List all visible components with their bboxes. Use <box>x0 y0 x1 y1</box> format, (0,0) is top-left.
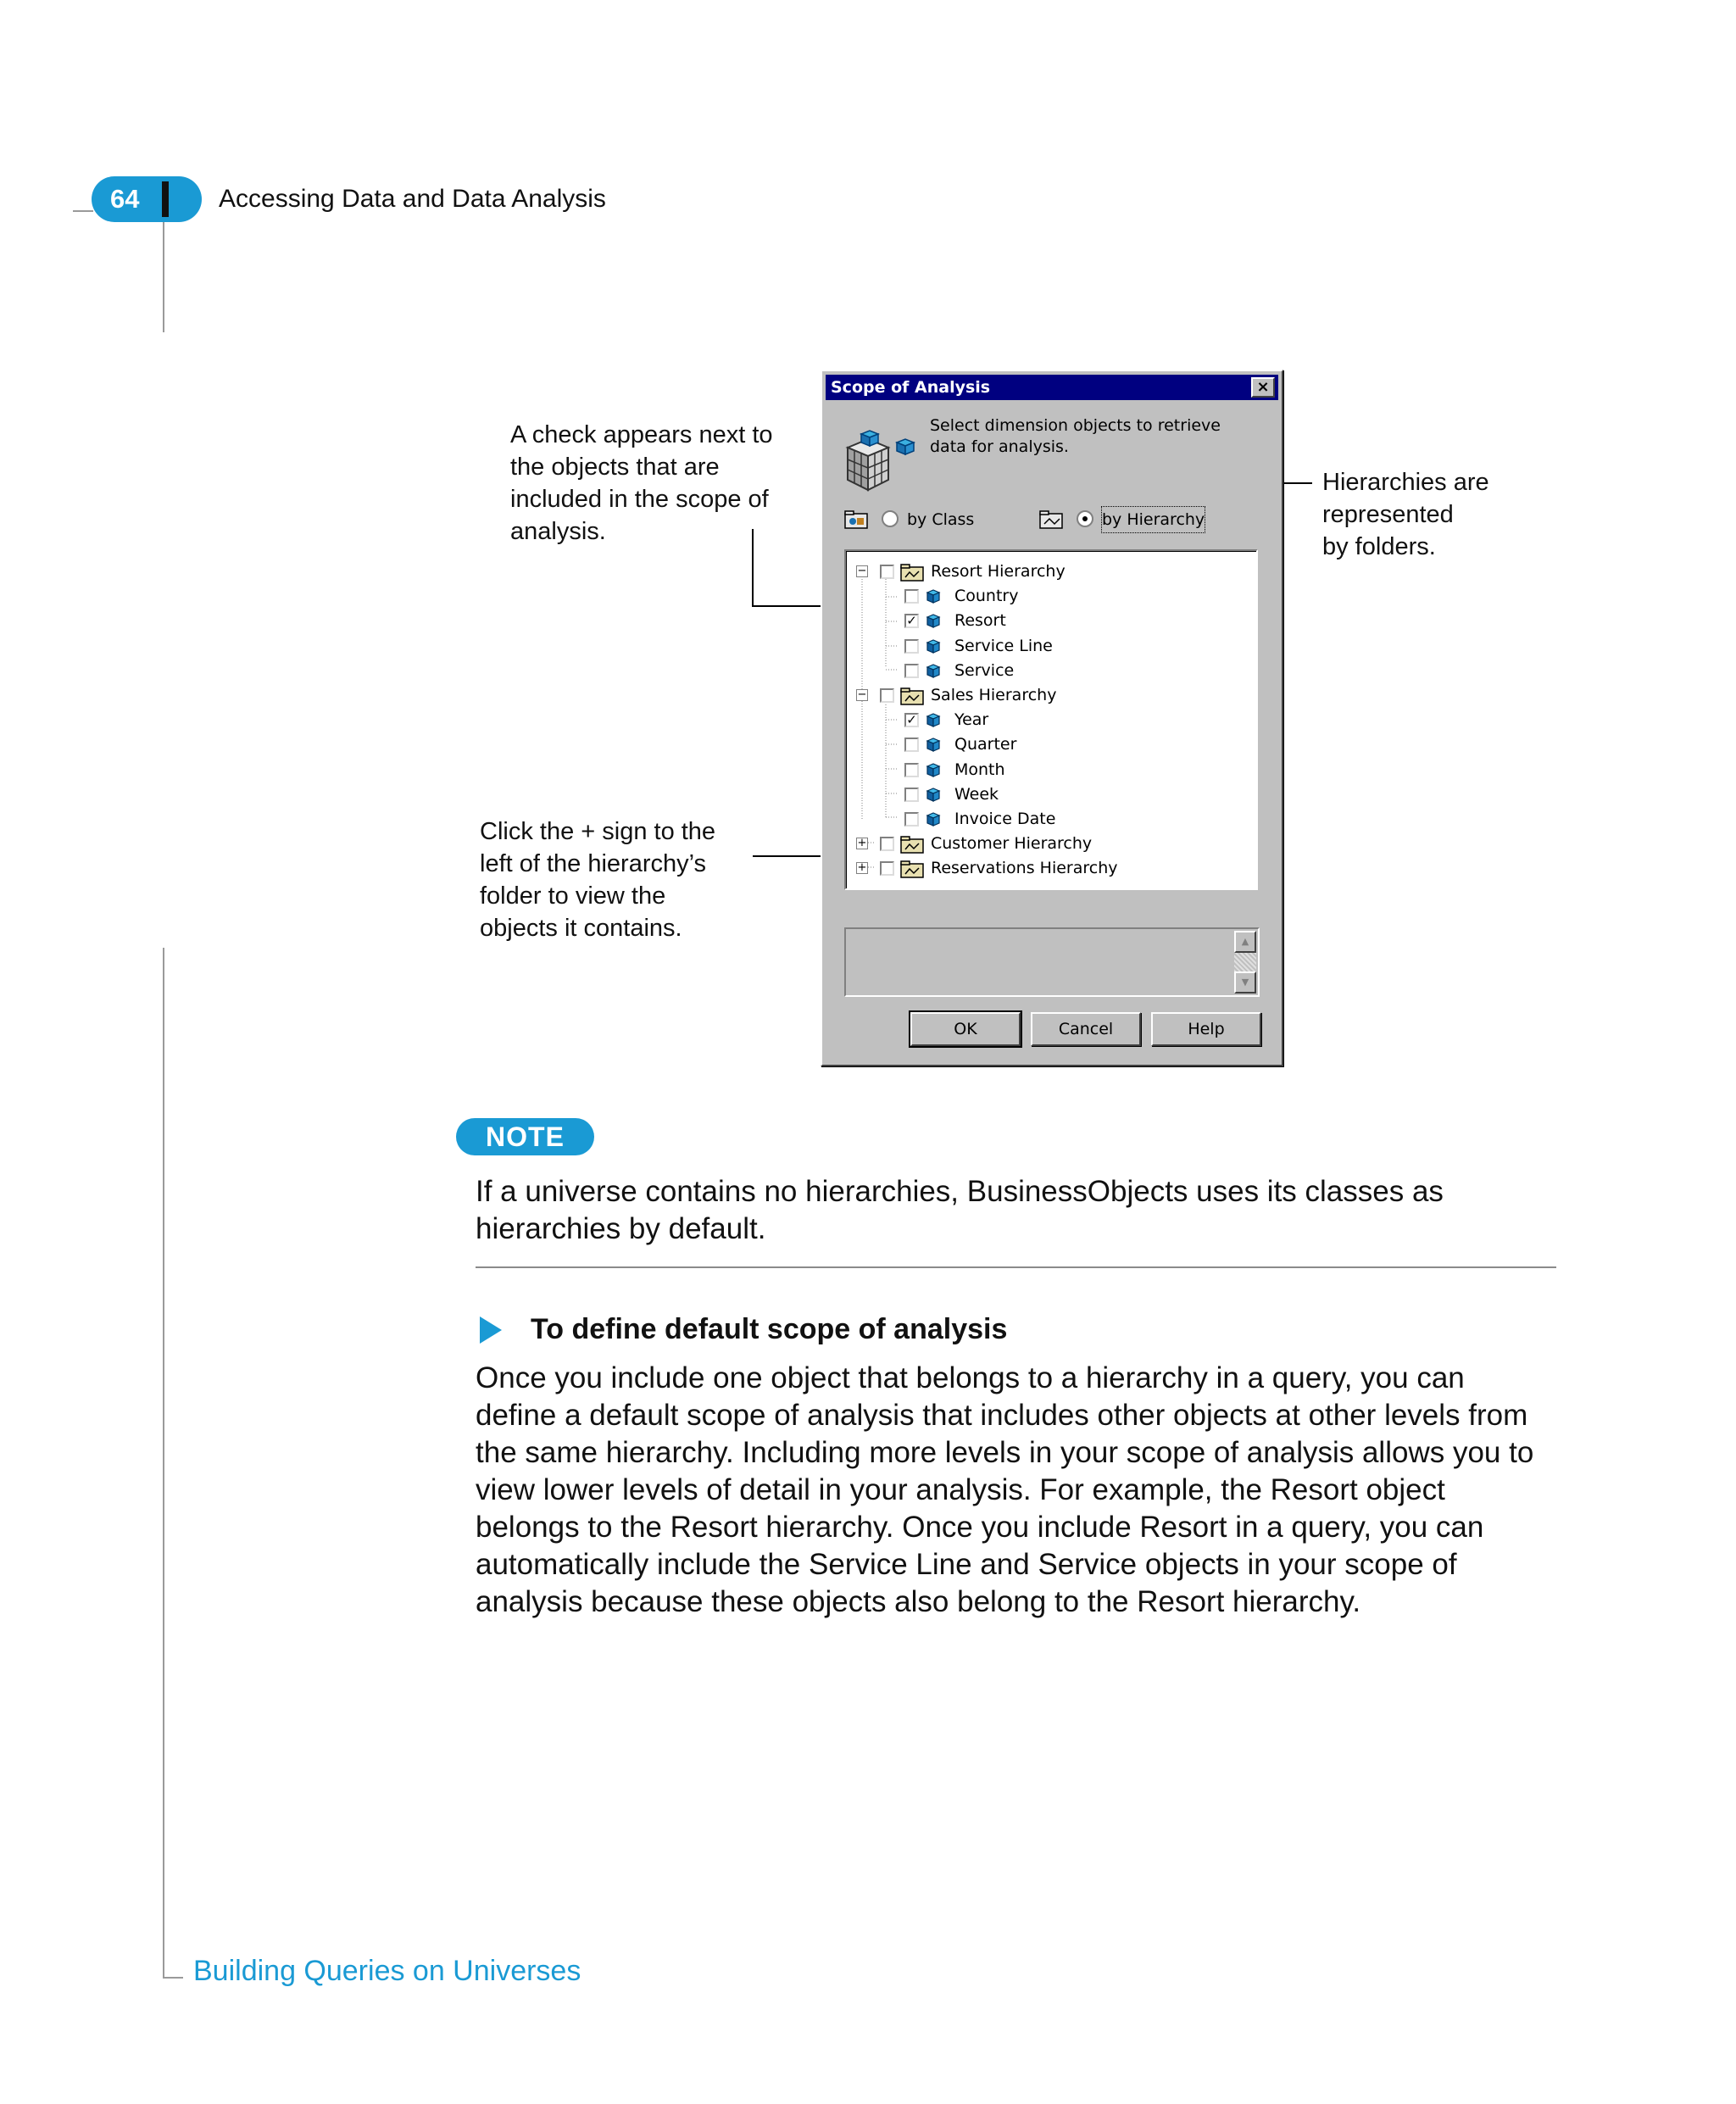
tree-object-node[interactable] <box>856 758 1246 782</box>
callout-hierarchy <box>1322 466 1489 563</box>
tree-checkbox[interactable] <box>880 837 894 851</box>
note-divider <box>476 1266 1556 1268</box>
tree-node-label: Service <box>954 661 1015 680</box>
cube-icon <box>843 426 919 493</box>
expand-icon[interactable]: + <box>857 837 867 849</box>
dimension-cube-icon <box>926 612 941 629</box>
tree-folder-node[interactable] <box>856 683 1246 708</box>
callout-plus <box>480 815 715 944</box>
tree-object-node[interactable] <box>856 807 1246 832</box>
scroll-track[interactable] <box>1234 953 1256 971</box>
tree-node-label: Reservations Hierarchy <box>931 859 1118 877</box>
tree-node-label: Country <box>954 587 1019 605</box>
dimension-cube-icon <box>926 736 941 753</box>
radio-button[interactable] <box>882 510 899 527</box>
tree-checkbox[interactable] <box>880 861 894 876</box>
callout-line: Hierarchies are <box>1322 469 1489 496</box>
tree-object-node[interactable] <box>856 659 1246 683</box>
tree-node-label: Customer Hierarchy <box>931 834 1093 853</box>
radio-by-hierarchy[interactable] <box>1039 507 1251 532</box>
tree-node-label: Resort <box>954 611 1006 630</box>
tree-checkbox[interactable] <box>904 738 919 752</box>
dialog-title: Scope of Analysis <box>831 378 991 397</box>
tree-node-label: Year <box>954 710 989 729</box>
folder-icon <box>900 860 924 878</box>
callout-line: analysis. <box>510 518 606 545</box>
procedure-heading: To define default scope of analysis <box>531 1313 1008 1345</box>
callout-line: included in the scope of <box>510 486 769 513</box>
callout-line: by folders. <box>1322 533 1436 560</box>
body-line: define a default scope of analysis that includes other objects at other levels from <box>476 1399 1528 1432</box>
collapse-icon[interactable]: − <box>857 565 867 577</box>
tree-checkbox[interactable] <box>904 812 919 827</box>
folder-icon <box>900 835 924 854</box>
expand-icon[interactable]: + <box>857 861 867 874</box>
hierarchy-folder-icon <box>1039 510 1063 529</box>
radio-button[interactable] <box>1077 510 1093 527</box>
radio-by-class[interactable] <box>844 507 1014 532</box>
help-button[interactable]: Help <box>1151 1012 1261 1046</box>
note-text: If a universe contains no hierarchies, BusinessObjects uses its classes as hierarchies by default. <box>476 1175 1444 1245</box>
ok-button[interactable]: OK <box>910 1012 1021 1046</box>
folder-icon <box>900 687 924 705</box>
close-icon: × <box>1256 378 1270 396</box>
collapse-icon[interactable]: − <box>857 688 867 701</box>
close-button[interactable] <box>1251 377 1275 398</box>
body-line: Once you include one object that belongs to a hierarchy in a query, you can <box>476 1361 1465 1394</box>
tree-checkbox[interactable] <box>880 688 894 703</box>
body-line: automatically include the Service Line and Service objects in your scope of <box>476 1548 1457 1581</box>
description-box <box>844 927 1260 997</box>
tree-node-label: Resort Hierarchy <box>931 562 1066 581</box>
dialog-instruction: Select dimension objects to retrieve data for analysis. <box>930 416 1221 456</box>
tree-folder-node[interactable] <box>856 832 1246 856</box>
tree-node-label: Week <box>954 785 999 804</box>
dialog-titlebar[interactable] <box>826 375 1278 400</box>
tree-node-label: Month <box>954 760 1005 779</box>
footer-rule <box>163 1977 183 1979</box>
cancel-button[interactable]: Cancel <box>1031 1012 1141 1046</box>
callout-line: represented <box>1322 501 1454 528</box>
callout-line: objects it contains. <box>480 915 682 942</box>
tree-node-label: Quarter <box>954 735 1017 754</box>
header-rule <box>73 210 93 212</box>
dimension-cube-icon <box>926 786 941 803</box>
tree-object-node[interactable] <box>856 732 1246 757</box>
class-folder-icon <box>844 510 868 529</box>
dimension-cube-icon <box>926 711 941 728</box>
dimension-cube-icon <box>926 662 941 679</box>
margin-rule-bottom <box>163 948 164 1978</box>
procedure-arrow-icon <box>480 1316 502 1344</box>
dimension-cube-icon <box>926 810 941 827</box>
tree-object-node[interactable] <box>856 584 1246 609</box>
body-line: view lower levels of detail in your analysis. For example, the Resort object <box>476 1473 1445 1506</box>
badge-divider <box>162 181 169 217</box>
radio-label: by Class <box>907 510 975 529</box>
tree-checkbox[interactable] <box>904 589 919 604</box>
tree-folder-node[interactable] <box>856 856 1246 881</box>
tree-checkbox[interactable] <box>904 639 919 654</box>
scroll-down-button[interactable]: ▼ <box>1234 971 1256 994</box>
scope-of-analysis-dialog <box>821 370 1283 1066</box>
hierarchy-tree[interactable] <box>844 549 1258 890</box>
tree-node-label: Service Line <box>954 637 1053 655</box>
tree-checkbox[interactable]: ✓ <box>904 614 919 628</box>
procedure-body <box>476 1360 1577 1621</box>
body-line: analysis because these objects also belong to the Resort hierarchy. <box>476 1585 1361 1618</box>
scroll-up-button[interactable]: ▲ <box>1234 931 1256 953</box>
leader-line <box>752 529 754 607</box>
body-line: the same hierarchy. Including more levels in your scope of analysis allows you to <box>476 1436 1534 1469</box>
page-number-badge <box>92 176 202 222</box>
callout-line: the objects that are <box>510 454 720 481</box>
tree-object-node[interactable] <box>856 708 1246 732</box>
tree-node-label: Invoice Date <box>954 810 1056 828</box>
radio-label: by Hierarchy <box>1102 507 1205 532</box>
callout-line: folder to view the <box>480 882 666 910</box>
tree-checkbox[interactable]: ✓ <box>904 713 919 727</box>
chapter-title: Accessing Data and Data Analysis <box>219 185 606 213</box>
callout-line: Click the + sign to the <box>480 818 716 845</box>
dimension-cube-icon <box>926 761 941 778</box>
callout-line: left of the hierarchy’s <box>480 850 707 877</box>
tree-node-label: Sales Hierarchy <box>931 686 1057 704</box>
callout-line: A check appears next to <box>510 421 773 448</box>
footer-title: Building Queries on Universes <box>193 1955 581 1987</box>
tree-object-node[interactable] <box>856 782 1246 807</box>
callout-check <box>510 419 773 548</box>
tree-checkbox[interactable] <box>904 788 919 802</box>
tree-checkbox[interactable] <box>904 664 919 678</box>
tree-object-node[interactable] <box>856 609 1246 633</box>
margin-rule-top <box>163 222 164 332</box>
body-line: belongs to the Resort hierarchy. Once you include Resort in a query, you can <box>476 1511 1484 1544</box>
tree-object-node[interactable] <box>856 634 1246 659</box>
note-badge: NOTE <box>456 1118 594 1155</box>
dimension-cube-icon <box>926 637 941 654</box>
tree-checkbox[interactable] <box>880 565 894 579</box>
folder-icon <box>900 563 924 582</box>
tree-checkbox[interactable] <box>904 763 919 777</box>
page-number: 64 <box>110 184 140 214</box>
tree-folder-node[interactable] <box>856 559 1246 584</box>
dimension-cube-icon <box>926 587 941 604</box>
